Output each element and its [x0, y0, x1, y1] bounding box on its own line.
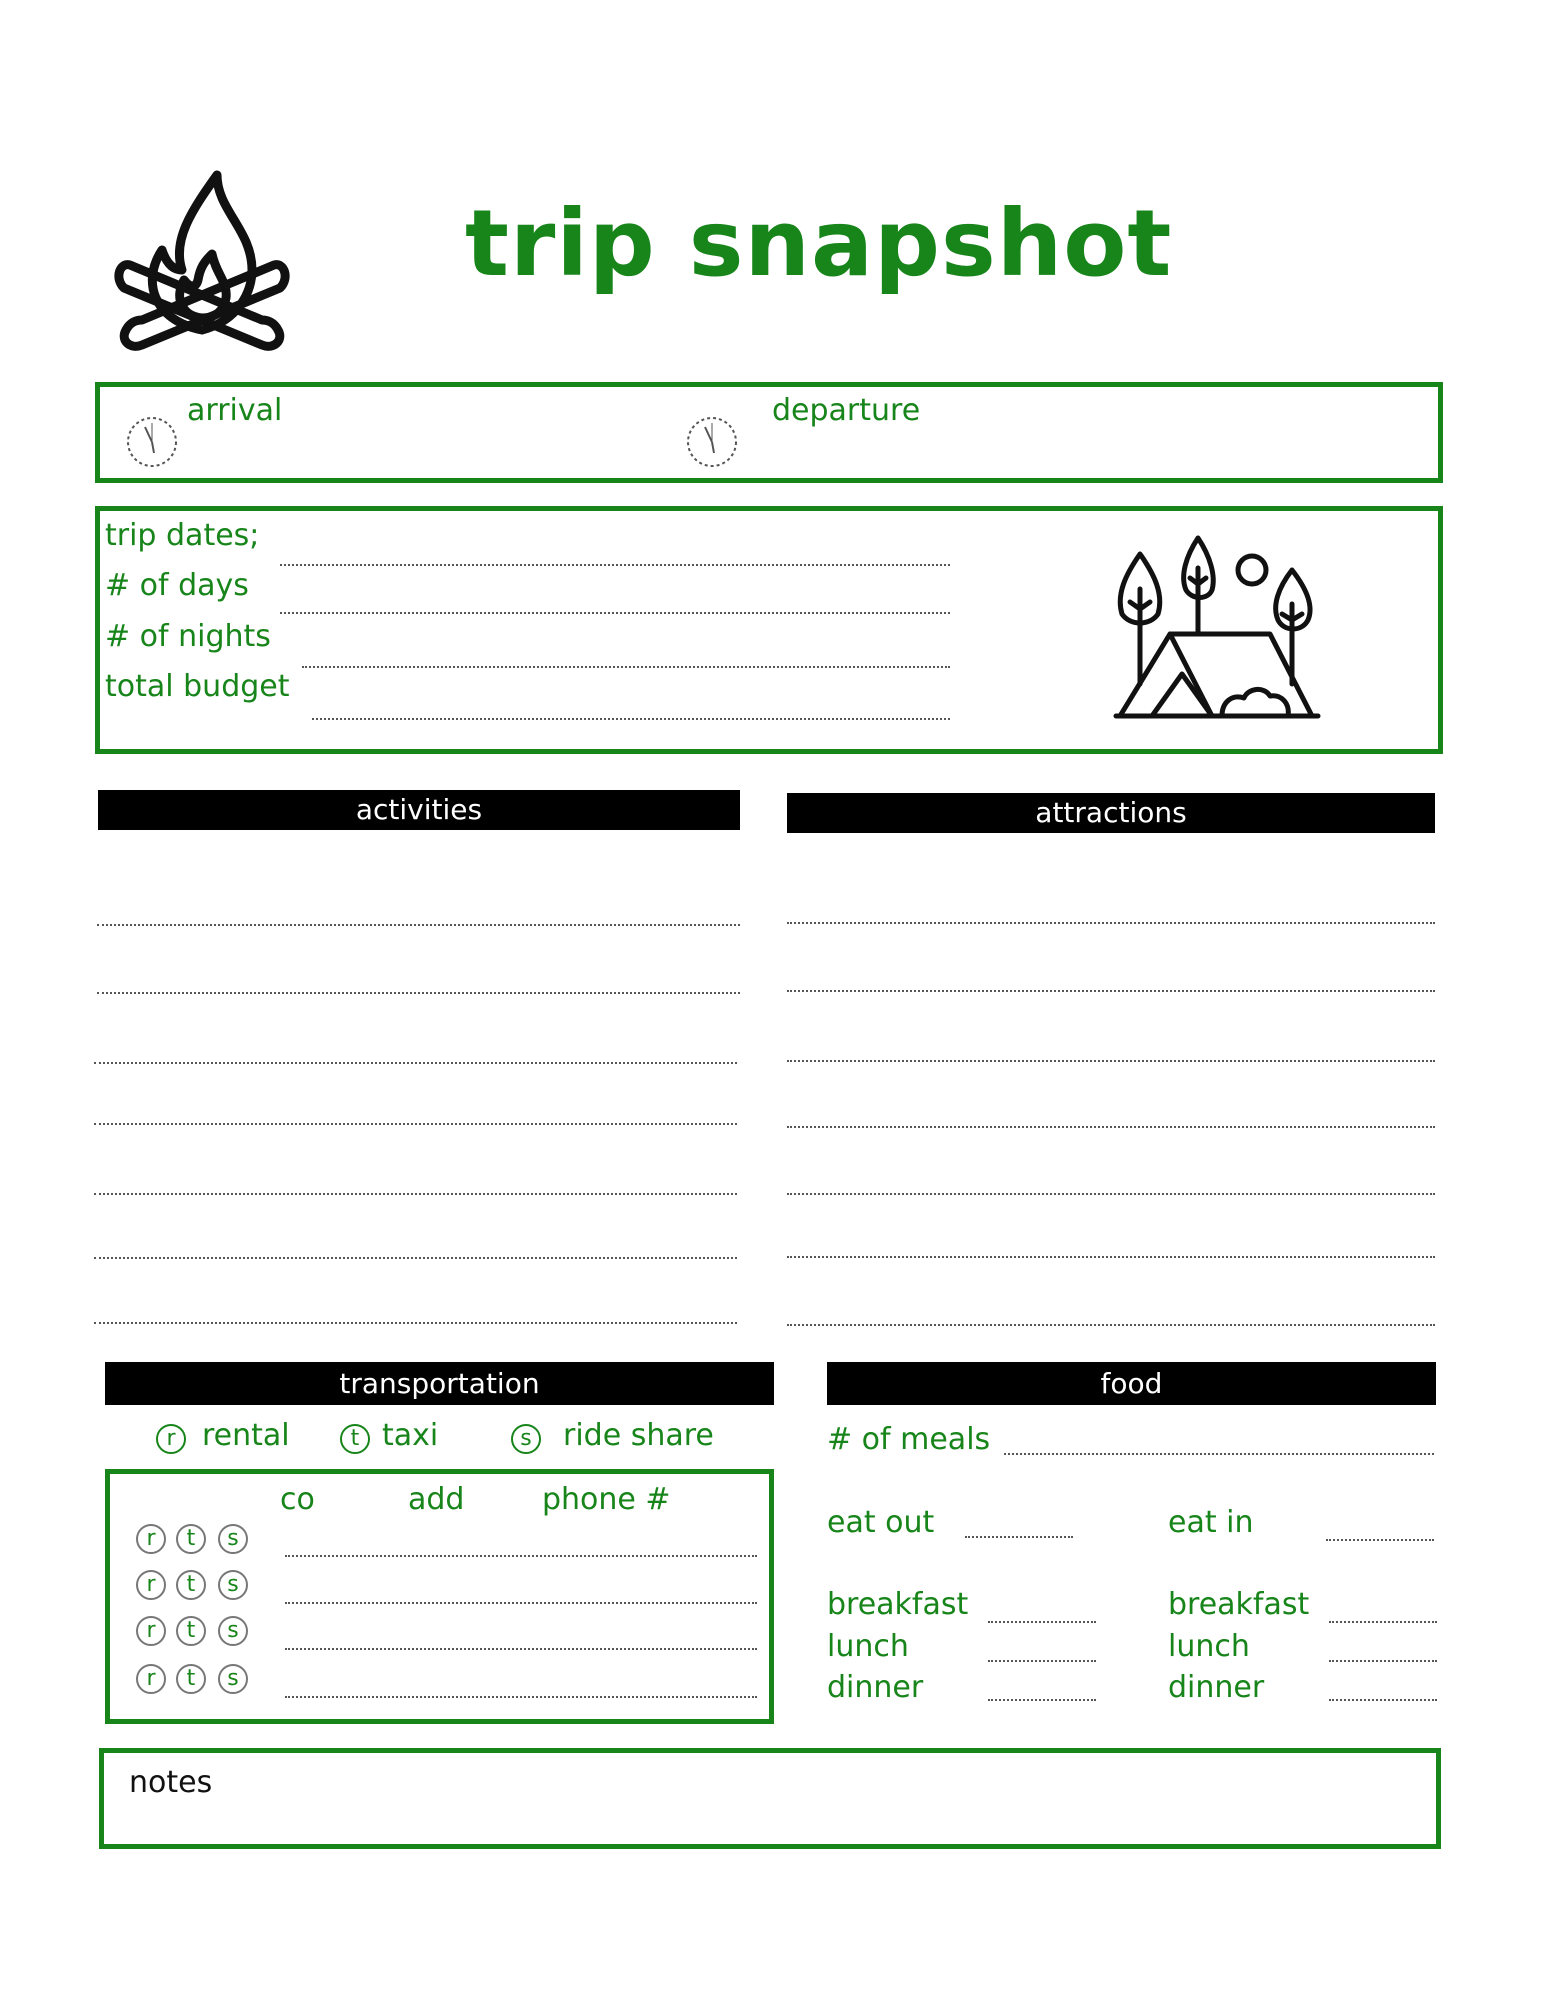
ride-share-option-circle[interactable]: s [511, 1424, 541, 1454]
ride-share-label: ride share [563, 1418, 714, 1453]
row-option-r[interactable]: r [136, 1664, 166, 1694]
rental-option-circle[interactable]: r [156, 1424, 186, 1454]
attractions-line[interactable] [787, 1193, 1435, 1195]
attractions-header: attractions [787, 793, 1435, 833]
eat-in-line[interactable] [1326, 1539, 1434, 1541]
notes-label: notes [129, 1765, 213, 1800]
column-co: co [280, 1482, 315, 1517]
row-option-t[interactable]: t [176, 1616, 206, 1646]
transportation-header: transportation [105, 1362, 774, 1405]
activities-line[interactable] [94, 1062, 737, 1064]
departure-label: departure [772, 393, 921, 428]
attractions-line[interactable] [787, 1126, 1435, 1128]
trip-dates-label: trip dates; [105, 518, 260, 553]
meals-line[interactable] [1004, 1453, 1434, 1455]
attractions-line[interactable] [787, 1256, 1435, 1258]
activities-line[interactable] [94, 1193, 737, 1195]
taxi-option-circle[interactable]: t [340, 1424, 370, 1454]
nights-line[interactable] [302, 666, 950, 668]
eat-in-lunch-label: lunch [1168, 1629, 1250, 1664]
activities-line[interactable] [97, 992, 740, 994]
nights-label: # of nights [105, 619, 271, 654]
eat-in-lunch-line[interactable] [1329, 1660, 1437, 1662]
meals-label: # of meals [827, 1422, 991, 1457]
row-option-s[interactable]: s [218, 1524, 248, 1554]
transport-row-line[interactable] [285, 1648, 757, 1650]
attractions-line[interactable] [787, 1060, 1435, 1062]
eat-in-breakfast-label: breakfast [1168, 1587, 1310, 1622]
camping-tent-icon [1112, 534, 1322, 724]
column-add: add [408, 1482, 465, 1517]
row-option-s[interactable]: s [218, 1616, 248, 1646]
row-option-r[interactable]: r [136, 1616, 166, 1646]
eat-out-dinner-line[interactable] [988, 1699, 1096, 1701]
activities-line[interactable] [94, 1123, 737, 1125]
rental-label: rental [202, 1418, 290, 1453]
eat-in-label: eat in [1168, 1505, 1254, 1540]
activities-line[interactable] [94, 1257, 737, 1259]
eat-in-dinner-label: dinner [1168, 1670, 1265, 1705]
page-title: trip snapshot [465, 190, 1173, 297]
notes-box[interactable] [99, 1748, 1441, 1849]
days-line[interactable] [280, 612, 950, 614]
transport-row-line[interactable] [285, 1555, 757, 1557]
eat-out-breakfast-label: breakfast [827, 1587, 969, 1622]
row-option-s[interactable]: s [218, 1664, 248, 1694]
transport-row-line[interactable] [285, 1602, 757, 1604]
eat-out-dinner-label: dinner [827, 1670, 924, 1705]
eat-out-line[interactable] [965, 1536, 1073, 1538]
eat-out-label: eat out [827, 1505, 935, 1540]
taxi-label: taxi [382, 1418, 439, 1453]
column-phone: phone # [542, 1482, 671, 1517]
activities-line[interactable] [97, 924, 740, 926]
days-label: # of days [105, 568, 249, 603]
attractions-line[interactable] [787, 1324, 1435, 1326]
budget-label: total budget [105, 669, 290, 704]
budget-line[interactable] [312, 718, 950, 720]
row-option-t[interactable]: t [176, 1524, 206, 1554]
food-header: food [827, 1362, 1436, 1405]
clock-icon [125, 415, 179, 469]
eat-in-dinner-line[interactable] [1329, 1699, 1437, 1701]
arrival-label: arrival [187, 393, 283, 428]
attractions-line[interactable] [787, 922, 1435, 924]
row-option-t[interactable]: t [176, 1664, 206, 1694]
row-option-s[interactable]: s [218, 1570, 248, 1600]
time-box [95, 382, 1443, 483]
transport-row-line[interactable] [285, 1696, 757, 1698]
activities-line[interactable] [94, 1322, 737, 1324]
activities-header: activities [98, 790, 740, 830]
trip-dates-line[interactable] [280, 564, 950, 566]
row-option-r[interactable]: r [136, 1570, 166, 1600]
eat-out-lunch-label: lunch [827, 1629, 909, 1664]
eat-out-breakfast-line[interactable] [988, 1621, 1096, 1623]
row-option-r[interactable]: r [136, 1524, 166, 1554]
clock-icon [685, 415, 739, 469]
attractions-line[interactable] [787, 990, 1435, 992]
eat-out-lunch-line[interactable] [988, 1660, 1096, 1662]
campfire-icon [112, 170, 292, 360]
eat-in-breakfast-line[interactable] [1329, 1621, 1437, 1623]
row-option-t[interactable]: t [176, 1570, 206, 1600]
